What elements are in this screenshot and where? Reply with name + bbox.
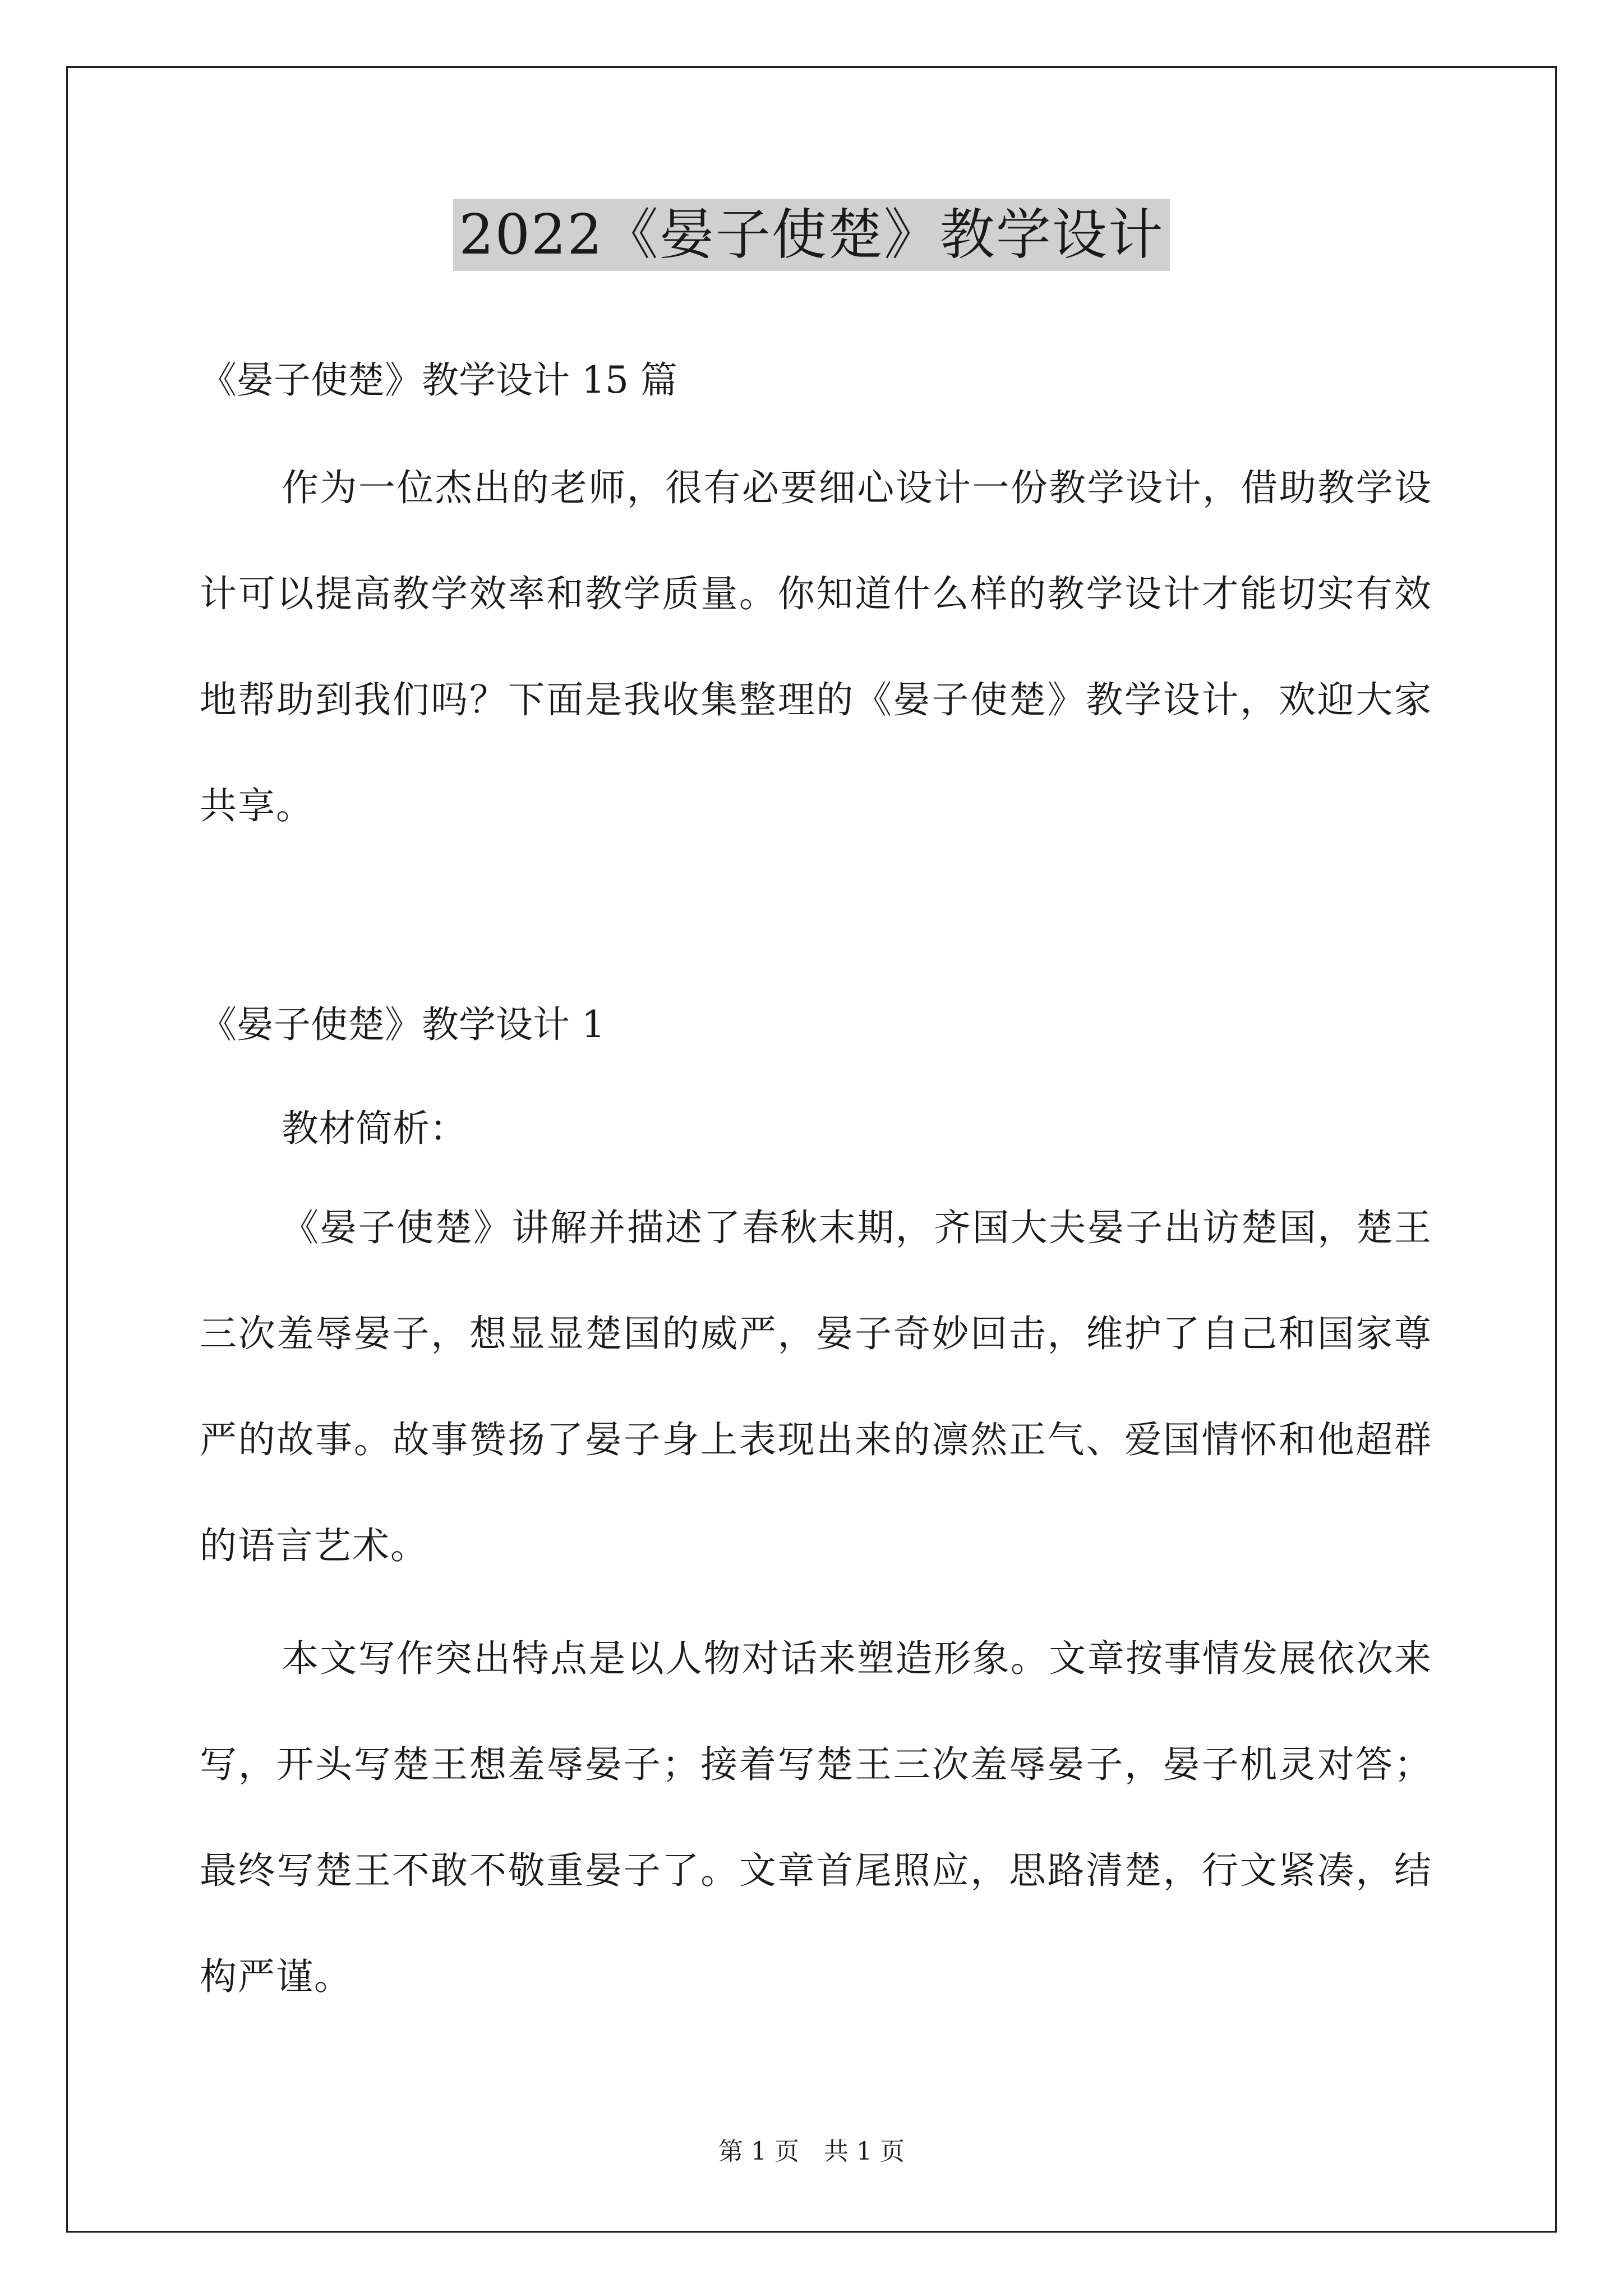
document-subtitle: 《晏子使楚》教学设计 15 篇: [200, 358, 677, 402]
section-heading: 《晏子使楚》教学设计 1: [200, 1003, 605, 1046]
paragraph-summary: 《晏子使楚》讲解并描述了春秋末期，齐国大夫晏子出访楚国，楚王三次羞辱晏子，想显显楚国的威严，晏子奇妙回击，维护了自己和国家尊严的故事。故事赞扬了晏子身上表现出来的凛然正气、爱国情怀和他超群的语言艺术。: [200, 1206, 1432, 1567]
document-title-block: [0, 199, 1623, 271]
section-label: 教材简析：: [282, 1107, 467, 1150]
page-footer: 第 1 页 共 1 页: [718, 2137, 905, 2166]
intro-paragraph: 作为一位杰出的老师，很有必要细心设计一份教学设计，借助教学设计可以提高教学效率和教学质量。你知道什么样的教学设计才能切实有效地帮助到我们吗？下面是我收集整理的《晏子使楚》教学设计，欢迎大家共享。: [200, 466, 1432, 827]
document-title: 2022《晏子使楚》教学设计: [453, 199, 1169, 271]
paragraph-structure: 本文写作突出特点是以人物对话来塑造形象。文章按事情发展依次来写，开头写楚王想羞辱晏子；接着写楚王三次羞辱晏子，晏子机灵对答；最终写楚王不敢不敬重晏子了。文章首尾照应，思路清楚，行文紧凑，结构严谨。: [200, 1637, 1432, 1998]
